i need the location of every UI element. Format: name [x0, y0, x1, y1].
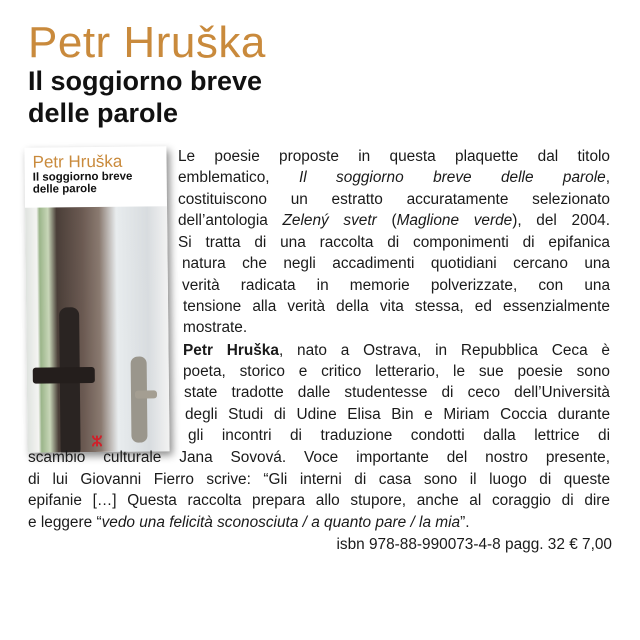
- text: verità radicata in memorie polverizzate, con una: [182, 277, 610, 294]
- text: Si tratta di una raccolta di componimenti di epifanica: [178, 234, 610, 251]
- text: dell’antologia: [178, 212, 283, 229]
- body-line: [188, 426, 610, 446]
- text: ), del 2004.: [512, 212, 611, 229]
- body-line: [185, 405, 610, 425]
- book-cover-image: [24, 146, 169, 452]
- book-title-line-2: delle parole: [28, 98, 179, 128]
- cover-title-line-1: Il soggiorno breve: [32, 170, 133, 184]
- body-line: [182, 254, 610, 274]
- body-line: [183, 362, 610, 382]
- italic-title: Il soggiorno breve delle parole: [269, 169, 606, 186]
- body-line: [183, 318, 610, 338]
- text: , nato a Ostrava, in Repubblica Ceca è: [278, 342, 610, 359]
- text: costituiscono un estratto accuratamente selezionato: [178, 191, 610, 208]
- text: scambio culturale Jana Sovová. Voce importante del nostro presente,: [28, 449, 610, 466]
- text: emblematico,: [178, 169, 270, 186]
- body-line: [183, 341, 610, 361]
- cover-author: Petr Hruška: [32, 151, 123, 172]
- body-line: [182, 276, 610, 296]
- body-line: [178, 168, 610, 188]
- italic-title: Zelený svetr: [282, 212, 377, 229]
- text: Le poesie proposte in questa plaquette dal titolo: [178, 148, 610, 165]
- text: epifanie […] Questa raccolta prepara allo stupore, anche al coraggio di dire: [28, 492, 610, 509]
- author-name-bold: Petr Hruška: [183, 342, 279, 359]
- body-line: [184, 383, 610, 403]
- cover-title-line-2: delle parole: [32, 182, 97, 196]
- text: gli incontri di traduzione condotti dalla lettrice di: [188, 427, 610, 444]
- body-line: [28, 448, 610, 468]
- author-heading: Petr Hruška: [28, 18, 266, 67]
- text: ”.: [460, 514, 470, 531]
- cover-photo-window: [25, 206, 170, 452]
- text: state tradotte dalle studentesse di ceco dell’Università: [184, 384, 610, 401]
- body-line: [178, 190, 610, 210]
- text: mostrate.: [183, 319, 248, 336]
- text: natura che negli accadimenti quotidiani cercano una: [182, 255, 610, 272]
- text: (: [376, 212, 397, 229]
- isbn-price-line: isbn 978-88-990073-4-8 pagg. 32 € 7,00: [336, 536, 612, 553]
- text: degli Studi di Udine Elisa Bin e Miriam Coccia durante: [185, 406, 610, 423]
- book-title-line-1: Il soggiorno breve: [28, 66, 263, 96]
- text: di lui Giovanni Fierro scrive: “Gli interni di casa sono il luogo di queste: [28, 471, 610, 488]
- body-line: [178, 233, 610, 253]
- text: ,: [605, 169, 610, 186]
- text: tensione alla verità della vita stessa, ed essenzialmente: [183, 298, 610, 315]
- body-line: [28, 470, 610, 490]
- body-line: [178, 147, 610, 167]
- italic-quote: vedo una felicità sconosciuta / a quanto pare / la mia: [101, 514, 461, 531]
- publisher-logo-icon: ⵣ: [91, 432, 103, 450]
- door-handle-lever: [33, 367, 95, 384]
- text: poeta, storico e critico letterario, le sue poesie sono: [183, 363, 610, 380]
- window-handle-plate: [131, 356, 148, 442]
- body-line: [183, 297, 610, 317]
- italic-title: Maglione verde: [396, 212, 513, 229]
- body-line: [178, 211, 610, 231]
- body-line: [28, 513, 610, 533]
- text: e leggere “: [28, 514, 102, 531]
- body-line: [28, 491, 610, 511]
- window-handle-lever: [135, 390, 157, 398]
